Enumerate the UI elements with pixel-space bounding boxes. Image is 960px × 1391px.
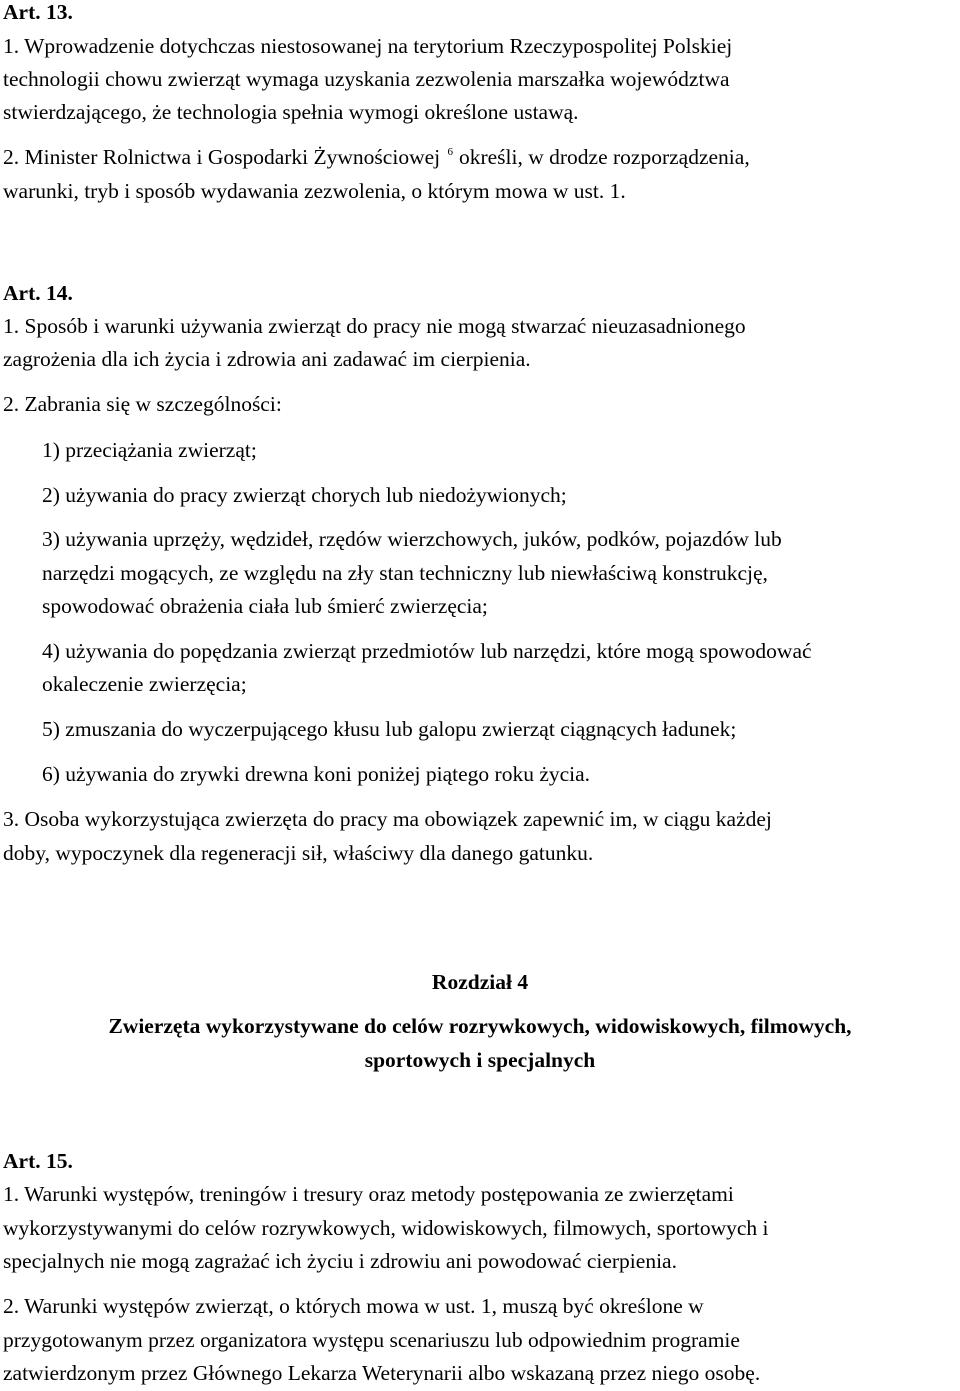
chapter-number: Rozdział 4 [431,970,529,994]
art14-item-5: 5) zmuszania do wyczerpującego kłusu lub galopu zwierząt ciągnących ładunek; [42,717,737,741]
art14-item-3-line2: narzędzi mogących, ze względu na zły stan techniczny lub niewłaściwą konstrukcję, [42,561,768,585]
art14-p2-intro: 2. Zabrania się w szczególności: [3,392,282,416]
art15-p1-line2: wykorzystywanymi do celów rozrywkowych, widowiskowych, filmowych, sportowych i [3,1216,769,1240]
art15-p1-line3: specjalnych nie mogą zagrażać ich życiu i zdrowiu ani powodować cierpienia. [3,1249,677,1273]
art14-item-4-line1: 4) używania do popędzania zwierząt przedmiotów lub narzędzi, które mogą spowodować [42,639,812,663]
chapter-title-line1: Zwierzęta wykorzystywane do celów rozrywkowych, widowiskowych, filmowych, [108,1014,852,1038]
art13-p2-text-before: 2. Minister Rolnictwa i Gospodarki Żywnościowej [3,145,441,169]
art13-p2-line2: warunki, tryb i sposób wydawania zezwolenia, o którym mowa w ust. 1. [3,179,626,203]
art15-p2-line1: 2. Warunki występów zwierząt, o których mowa w ust. 1, muszą być określone w [3,1294,704,1318]
art14-item-6: 6) używania do zrywki drewna koni poniżej piątego roku życia. [42,762,591,786]
art14-heading: Art. 14. [3,281,73,305]
art14-p3-line2: doby, wypoczynek dla regeneracji sił, właściwy dla danego gatunku. [3,841,594,865]
art14-item-4-line2: okaleczenie zwierzęcia; [42,672,247,696]
art13-p1-line3: stwierdzającego, że technologia spełnia wymogi określone ustawą. [3,100,579,124]
footnote-marker: 6 [447,146,453,158]
art14-p1-line2: zagrożenia dla ich życia i zdrowia ani zadawać im cierpienia. [3,347,531,371]
chapter-title-line2: sportowych i specjalnych [364,1048,596,1072]
art14-p3-line1: 3. Osoba wykorzystująca zwierzęta do pracy ma obowiązek zapewnić im, w ciągu każdej [3,807,772,831]
art14-item-3-line3: spowodować obrażenia ciała lub śmierć zwierzęcia; [42,594,488,618]
art13-heading: Art. 13. [3,0,73,24]
art13-p1-line2: technologii chowu zwierząt wymaga uzyskania zezwolenia marszałka województwa [3,67,730,91]
art13-p2-text-after: określi, w drodze rozporządzenia, [458,145,750,169]
art15-p2-line2: przygotowanym przez organizatora występu scenariuszu lub odpowiednim programie [3,1328,740,1352]
art14-item-3-line1: 3) używania uprzęży, wędzideł, rzędów wierzchowych, juków, podków, pojazdów lub [42,527,782,551]
art14-p1-line1: 1. Sposób i warunki używania zwierząt do pracy nie mogą stwarzać nieuzasadnionego [3,314,746,338]
art13-p2-line1 [3,147,750,169]
art13-p1-line1: 1. Wprowadzenie dotychczas niestosowanej na terytorium Rzeczypospolitej Polskiej [3,34,733,58]
art14-item-2: 2) używania do pracy zwierząt chorych lub niedożywionych; [42,483,567,507]
art15-heading: Art. 15. [3,1149,73,1173]
art14-item-1: 1) przeciążania zwierząt; [42,438,257,462]
art15-p2-line3: zatwierdzonym przez Głównego Lekarza Weterynarii albo wskazaną przez niego osobę. [3,1361,761,1385]
art15-p1-line1: 1. Warunki występów, treningów i tresury oraz metody postępowania ze zwierzętami [3,1182,734,1206]
